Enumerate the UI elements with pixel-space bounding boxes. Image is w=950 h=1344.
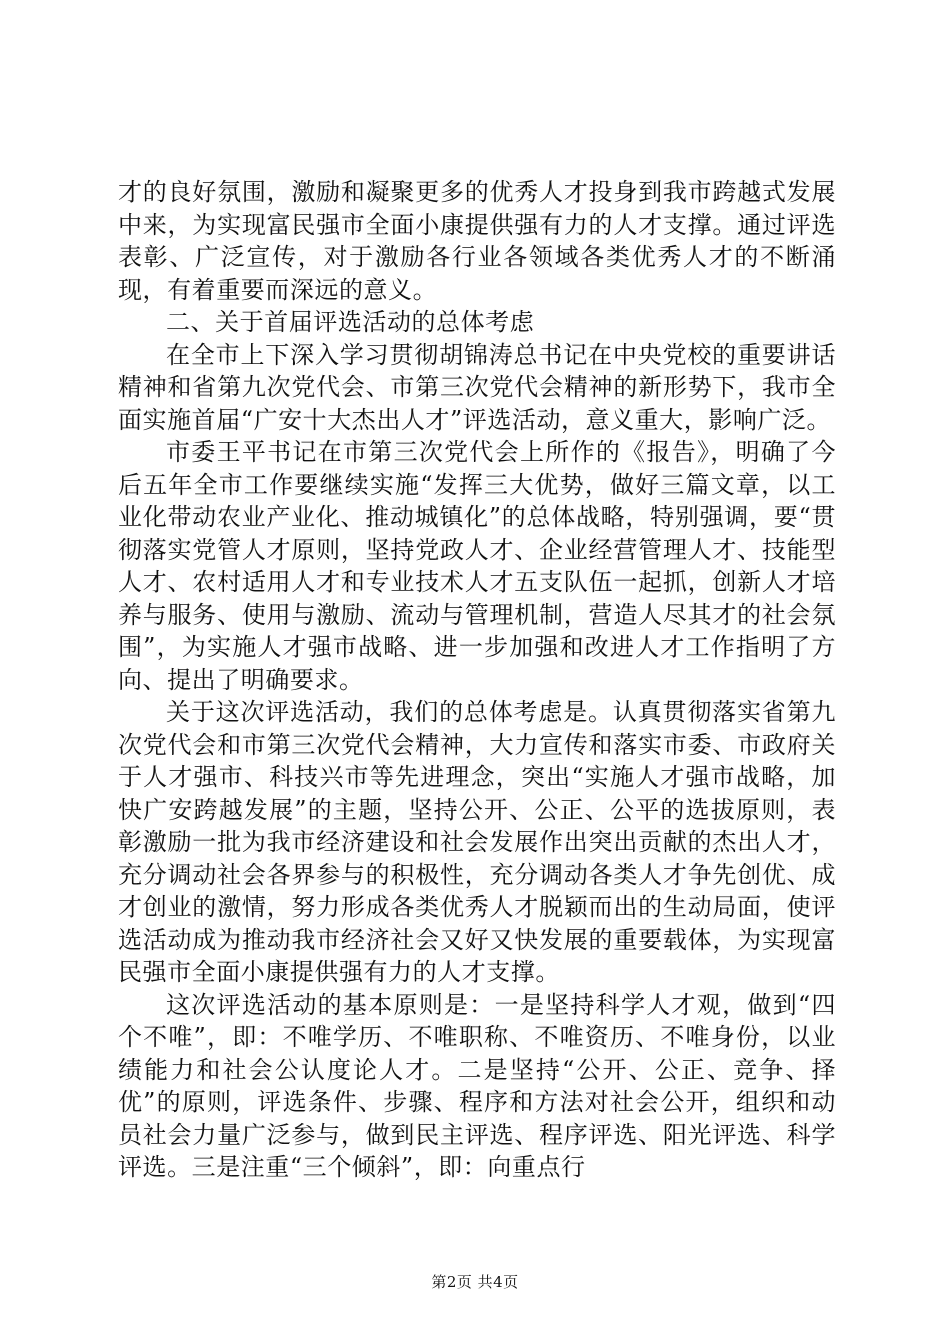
document-body bbox=[118, 176, 836, 1184]
section-heading: 二、关于首届评选活动的总体考虑 bbox=[166, 308, 535, 336]
paragraph: 市委王平书记在市第三次党代会上所作的《报告》，明确了今后五年全市工作要继续实施“发挥三大优势，做好三篇文章，以工业化带动农业产业化、推动城镇化”的总体战略，特别强调，要“贯彻落实党管人才原则，坚持党政人才、企业经营管理人才、技能型人才、农村适用人才和专业技术人才五支队伍一起抓，创新人才培养与服务、使用与激励、流动与管理机制，营造人尽其才的社会氛围”，为实施人才强市战略、进一步加强和改进人才工作指明了方向、提出了明确要求。 bbox=[118, 438, 836, 694]
paragraph: 在全市上下深入学习贯彻胡锦涛总书记在中央党校的重要讲话精神和省第九次党代会、市第三次党代会精神的新形势下，我市全面实施首届“广安十大杰出人才”评选活动，意义重大，影响广泛。 bbox=[118, 340, 836, 434]
paragraph: 这次评选活动的基本原则是：一是坚持科学人才观，做到“四个不唯”，即：不唯学历、不唯职称、不唯资历、不唯身份，以业绩能力和社会公认度论人才。二是坚持“公开、公正、竞争、择优”的原则，评选条件、步骤、程序和方法对社会公开，组织和动员社会力量广泛参与，做到民主评选、程序评选、阳光评选、科学评选。三是注重“三个倾斜”，即：向重点行 bbox=[118, 990, 836, 1181]
paragraph-continuation: 才的良好氛围，激励和凝聚更多的优秀人才投身到我市跨越式发展中来，为实现富民强市全面小康提供强有力的人才支撑。通过评选表彰、广泛宣传，对于激励各行业各领域各类优秀人才的不断涌现，有着重要而深远的意义。 bbox=[118, 178, 836, 304]
page-number: 第2页 共4页 bbox=[431, 1273, 519, 1291]
paragraph: 关于这次评选活动，我们的总体考虑是。认真贯彻落实省第九次党代会和市第三次党代会精神，大力宣传和落实市委、市政府关于人才强市、科技兴市等先进理念，突出“实施人才强市战略，加快广安跨越发展”的主题，坚持公开、公正、公平的选拔原则，表彰激励一批为我市经济建设和社会发展作出突出贡献的杰出人才，充分调动社会各界参与的积极性，充分调动各类人才争先创优、成才创业的激情，努力形成各类优秀人才脱颖而出的生动局面，使评选活动成为推动我市经济社会又好又快发展的重要载体，为实现富民强市全面小康提供强有力的人才支撑。 bbox=[118, 698, 836, 986]
page-footer bbox=[0, 1272, 950, 1292]
